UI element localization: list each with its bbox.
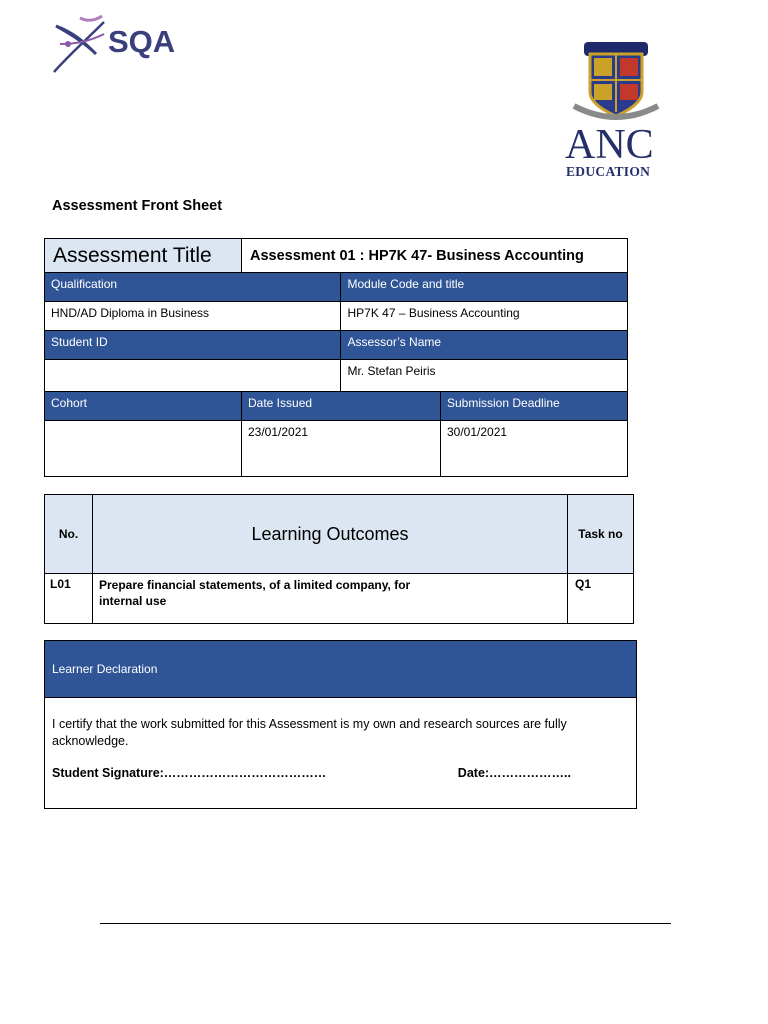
date-issued-label: Date Issued (248, 396, 313, 410)
learner-declaration-table (44, 640, 637, 809)
date-issued-cell (242, 421, 441, 477)
anc-education-text: EDUCATION (566, 164, 651, 179)
assessor-cell (341, 360, 628, 392)
declaration-body (45, 698, 637, 809)
student-id-value (45, 360, 340, 368)
date-issued-value: 23/01/2021 (248, 425, 309, 439)
no-header: No. (45, 495, 93, 574)
qualification-cell (45, 302, 341, 331)
sqa-logo (52, 14, 187, 76)
cohort-header (45, 392, 242, 421)
qualification-label: Qualification (51, 277, 118, 291)
cohort-cell (45, 421, 242, 477)
date-issued-header (242, 392, 441, 421)
student-id-header (45, 331, 341, 360)
footer-divider (100, 923, 671, 924)
outcome-task: Q1 (568, 574, 634, 624)
student-id-cell (45, 360, 341, 392)
anc-education-logo (556, 40, 676, 180)
assessor-header (341, 331, 628, 360)
page-heading: Assessment Front Sheet (52, 198, 223, 214)
student-signature-field: Student Signature:………………………………… (52, 766, 327, 780)
assessment-title-value: Assessment 01 : HP7K 47- Business Accounting (242, 239, 628, 273)
sqa-wordmark: SQA (108, 24, 176, 59)
declaration-statement: I certify that the work submitted for this Assessment is my own and research sources are fully acknowledge. (52, 717, 567, 748)
learning-outcomes-header: Learning Outcomes (93, 495, 568, 574)
module-header (341, 273, 628, 302)
signature-row (52, 766, 629, 780)
deadline-value: 30/01/2021 (447, 425, 508, 439)
signature-date-field: Date:……………….. (457, 766, 571, 780)
student-id-label: Student ID (51, 335, 108, 349)
assessor-label: Assessor’s Name (347, 335, 442, 349)
qualification-header (45, 273, 341, 302)
deadline-label: Submission Deadline (447, 396, 560, 410)
qualification-value: HND/AD Diploma in Business (51, 306, 210, 320)
cohort-label: Cohort (51, 396, 88, 410)
outcome-text-content: Prepare financial statements, of a limited company, for internal use (99, 578, 411, 608)
learning-outcomes-table (44, 494, 634, 624)
assessment-title-label: Assessment Title (45, 239, 242, 273)
outcome-text (93, 574, 568, 624)
sqa-saltire-icon (52, 14, 112, 76)
assessor-value: Mr. Stefan Peiris (347, 364, 436, 378)
anc-crest-icon (556, 40, 676, 124)
module-label: Module Code and title (347, 277, 465, 291)
cohort-value (45, 421, 241, 429)
table-row (45, 574, 634, 624)
deadline-header (441, 392, 628, 421)
outcome-number: L01 (45, 574, 93, 624)
task-no-header: Task no (568, 495, 634, 574)
module-cell (341, 302, 628, 331)
declaration-header: Learner Declaration (45, 641, 637, 698)
anc-wordmark: ANC (565, 122, 654, 168)
assessment-info-table (44, 238, 628, 477)
module-value: HP7K 47 – Business Accounting (347, 306, 520, 320)
deadline-cell (441, 421, 628, 477)
